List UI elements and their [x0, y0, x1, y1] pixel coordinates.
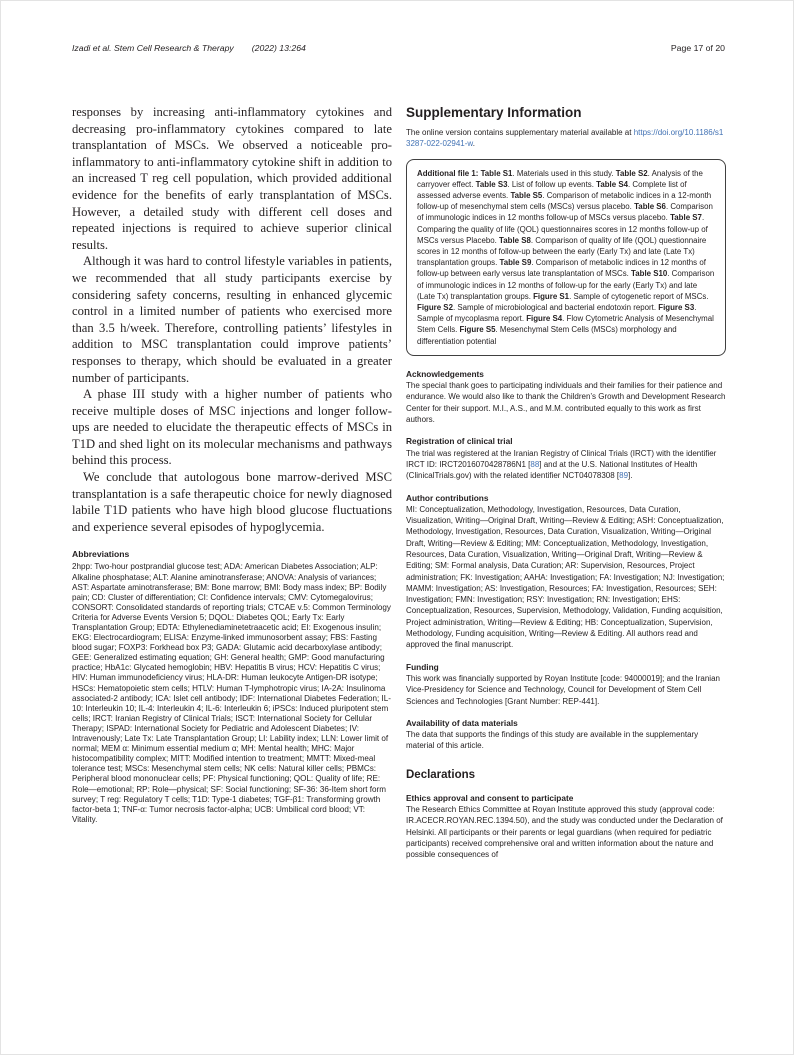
text-segment: The online version contains supplementary material available at: [406, 128, 634, 137]
additional-file-text: [417, 168, 715, 347]
text-segment: Figure S2: [417, 303, 453, 313]
abbreviations-section: [72, 549, 392, 824]
text-segment: Table S9: [499, 258, 532, 268]
section-text: The Research Ethics Committee at Royan Institute approved this study (approval code: IR.ACECR.ROYAN.REC.1394.50), and the study was conducted under the Declaration of Helsinki. All participants or their parents or legal guardians (when required for pediatric participants) received comprehensive oral and written information about the nature and possible consequences of: [406, 805, 723, 860]
abbreviations-text: 2hpp: Two-hour postprandial glucose test; ADA: American Diabetes Association; ALP: Alkaline phosphatase; ALT: Alanine aminotransferase; ANOVA: Analysis of variances; AST: Aspartate aminotransferase; BM: Bone marrow; BMI: Body mass index; BP: Bodily pain; CD: Cluster of differentiation; CI: Confidence intervals; CMV: Cytomegalovirus; CONSORT: Consolidated standards of reporting trials; CTCAE v.5: Common Terminology Criteria for Adverse Events Version 5; DQOL: Diabetes QOL; Early Tx: Early Transplantation Group; EDTA: Ethylenediaminetetraacetic acid; EI: Exogenous insulin; EKG: Electrocardiogram; ELISA: Enzyme-linked immunosorbent assay; FBS: Fasting blood sugar; FOXP3: Forkhead box P3; GADA: Glutamic acid decarboxylase antibody; GEE: Generalized estimating equation; GH: General health; GMP: Good manufacturing practice; HbA1c: Glycated hemoglobin; HBV: Hepatitis B virus; HCV: Hepatitis C virus; HIV: Human immunodeficiency virus; HLA-DR: Human leukocyte Antigen-DR isotype; HSCs: Hematopoietic stem cells; HTLV: Human T-lymphotropic virus; IA-2A: Insulinoma associated-2 antibody; ICA: Islet cell antibody; IDF: International Diabetes Federation; IL-10: Interleukin 10; IL-4: Interleukin 4; IL-6: Interleukin 6; iPSCs: Induced pluripotent stem cells; IRCT: Iranian Registry of Clinical Trials; ISCT: International Society for Cellular Therapy; ISPAD: International Society for Pediatric and Adolescent Diabetes; IV: Intravenously; Late Tx: Late Transplantation Group; LI: Lability index; LLN: Lower limit of normal; MEM α: Minimum essential medium α; MH: Mental health; MHC: Major histocompatibility complex; MITT: Modified intention to treatment; MMTT: Mixed-meal tolerance test; MSCs: Mesenchymal stem cells; NK cells: Natural killer cells; PBMCs: Peripheral blood mononuclear cells; PF: Physical functioning; QOL: Quality of life; RE: Role—emotional; RP: Role—physical; SF: Social functioning; SF-36: 36-Item short form survey; T reg: Regulatory T cells; T1D: Type-1 diabetes; TGF-β1: Transforming growth factor-beta 1; TNF-α: Tumor necrosis factor-alpha; UCB: Umbilical cord blood; VT: Vitality.: [72, 562, 391, 824]
body-paragraph-4: We conclude that autologous bone marrow-derived MSC transplantation is a safe therapeutic choice for newly diagnosed labile T1D patients who have high blood glucose fluctuations and experience several episodes of hypoglycemia.: [72, 470, 392, 534]
text-segment: Figure S3: [658, 303, 695, 313]
running-head-citation: (2022) 13:264: [251, 43, 306, 53]
text-segment: . Comparison of immunologic indices in 12 months of follow-up for the early (Early Tx) and late (Late Tx) transplantation groups.: [417, 269, 715, 301]
text-segment: Table S6: [634, 202, 666, 212]
running-head: [72, 43, 306, 54]
section-text: The special thank goes to participating individuals and their families for their patience and endurance. We would also like to thank the Children’s Growth and Development Research Center for their support. M.I., A.S., and M.M. contributed equally to this work as first authors.: [406, 381, 726, 425]
section-text: MI: Conceptualization, Methodology, Investigation, Resources, Data Curation, Visualization, Writing—Original Draft, Writing—Review & Editing; ASH: Conceptualization, Methodology, Investigation, Resources, Data Curation, Visualization, Writing—Original Draft, Writing—Review & Editing; MM: Conceptualization, Methodology, Investigation, Resources, Data Curation, Visualization, Writing—Original Draft, Writing—Review & Editing; SM: Formal analysis, Data Curation; AR: Supervision, Resources, Project administration; FK: Investigation; AAHA: Investigation; FA: Investigation; NJ: Investigation; MAMM: Investigation; AS: Investigation, Resources; FA: Investigation, Resources; SEH: Investigation; FMN: Investigation; RSY: Investigation; RN: Investigation; EHS: Conceptualization, Resources, Supervision, Methodology, Validation, Funding acquisition, Project administration, Writing—Review & Editing; HB: Conceptualization, Supervision, Methodology, Funding acquisition, Writing—Review & Editing. All authors read and approved the final manuscript.: [406, 504, 725, 650]
text-segment: . Comparison of quality of life (QOL) questionnaire scores in 12 months of follow-up between the early (Early Tx) and late (Late Tx) transplantation groups.: [417, 235, 707, 268]
text-segment: Figure S4: [526, 314, 563, 324]
text-segment: Table S7: [670, 213, 702, 223]
text-segment: . Analysis of the carryover effect.: [417, 168, 703, 189]
text-segment: ] and at the U.S. National Institutes of Health (ClinicalTrials.gov) with the related identifier NCT04078308 [: [406, 459, 698, 481]
text-segment: Table S4: [596, 179, 628, 189]
body-paragraph-2: Although it was hard to control lifestyle variables in patients, we recommended that all study participants exercise by considering safety concerns, resulting in enhanced glycemic control in a limited number of patients who exercised more than 3.5 h/week. Therefore, controlling patients’ lifestyles in addition to MSC transplantation could improve patients’ responses to therapy, which should be evaluated in a greater number of participants.: [72, 254, 392, 385]
declarations-heading: Declarations: [406, 768, 476, 781]
section-heading: Acknowledgements: [406, 368, 484, 379]
text-segment: . Mesenchymal Stem Cells (MSCs) morphology and differentiation potential: [417, 325, 677, 346]
text-segment: . Sample of cytogenetic report of MSCs.: [569, 291, 709, 301]
inline-link[interactable]: 89: [619, 471, 629, 481]
page-header: [72, 43, 725, 54]
text-segment: .: [472, 139, 475, 149]
section-text: This work was financially supported by Royan Institute [code: 94000019]; and the Iranian Vice-Presidency for Science and Technology, Council for Development of Stem Cell Sciences and Technologies [Grant Number: REP-441].: [406, 673, 720, 706]
additional-file-box: [406, 159, 726, 356]
text-segment: Figure S1: [533, 291, 570, 301]
left-column: [72, 104, 392, 825]
text-segment: . Comparing the quality of life (QOL) questionnaires scores in 12 months follow-up of MSCs versus Placebo.: [417, 213, 708, 245]
text-segment: ].: [628, 471, 633, 481]
section-heading: Ethics approval and consent to participate: [406, 792, 574, 803]
conclusion-text: [72, 104, 392, 535]
body-paragraph-1: responses by increasing anti-inflammatory cytokines and decreasing pro-inflammatory cytokines compared to late transplantation of MSCs. We observed a noticeable pro-inflammatory to anti-inflammatory cytokine shift in addition to an increased T reg cell population, which provided additional evidence for the benefits of early transplantation of MSCs. However, a detailed study with different cell doses and repeated injections is required to achieve superior clinical results.: [72, 105, 392, 252]
text-segment: The trial was registered at the Iranian Registry of Clinical Trials (IRCT) with the identifier IRCT ID: IRCT2016070428786N1 [: [406, 448, 717, 469]
section-text: The data that supports the findings of this study are available in the supplementary material of this article.: [406, 730, 699, 751]
text-segment: . List of follow up events.: [507, 179, 597, 189]
supplementary-intro: [406, 127, 726, 150]
section-funding: [406, 662, 726, 707]
abbreviations-heading: Abbreviations: [72, 549, 130, 560]
text-segment: . Comparison of metabolic indices in a 12-month follow-up of mesenchymal stem cells (MSCs) versus placebo.: [417, 191, 712, 212]
text-segment: Table S3: [475, 179, 508, 189]
section-ethics-approval: [406, 793, 726, 861]
section-heading: Author contributions: [406, 492, 489, 503]
section-heading: Registration of clinical trial: [406, 436, 513, 447]
inline-link[interactable]: https://doi.org/10.1186/s13287-022-02941-w: [406, 128, 724, 149]
inline-link[interactable]: 88: [530, 459, 540, 469]
section-availability-of-data-materials: [406, 718, 726, 752]
section-registration-of-clinical-trial: [406, 436, 726, 481]
section-acknowledgements: [406, 369, 726, 425]
right-column: [406, 105, 726, 861]
text-segment: . Sample of mycoplasma report.: [417, 303, 697, 324]
text-segment: Table S5: [510, 191, 543, 200]
text-segment: . Comparison of immunologic indices in 12 months follow-up of MSCs versus placebo.: [417, 202, 713, 223]
supplementary-information-heading: Supplementary Information: [406, 105, 582, 120]
section-author-contributions: [406, 493, 726, 651]
text-segment: Figure S5: [459, 325, 496, 335]
text-segment: . Sample of microbiological and bacterial endotoxin report.: [452, 303, 659, 313]
text-segment: Additional file 1: Table S1: [417, 168, 513, 178]
text-segment: . Complete list of assessed adverse events.: [417, 179, 687, 200]
section-text: [406, 448, 726, 482]
section-heading: Availability of data materials: [406, 717, 518, 728]
body-paragraph-3: A phase III study with a higher number of patients who receive multiple doses of MSC injections and longer follow-ups are needed to elucidate the therapeutic effects of MSCs in T1D and shed light on its molecular mechanisms and pathways behind this process.: [72, 387, 392, 468]
text-segment: Table S10: [631, 269, 668, 279]
section-heading: Funding: [406, 661, 439, 672]
running-head-title: Izadi et al. Stem Cell Research & Therapy: [72, 43, 234, 53]
text-segment: . Materials used in this study.: [512, 168, 616, 178]
text-segment: . Flow Cytometric Analysis of Mesenchymal Stem Cells.: [417, 314, 714, 335]
text-segment: . Comparison of metabolic indices in 12 months of follow-up between early versus late transplantation of MSCs.: [417, 258, 706, 279]
text-segment: Table S8: [499, 235, 531, 245]
text-segment: Table S2: [615, 168, 648, 178]
page-number: Page 17 of 20: [670, 43, 725, 53]
